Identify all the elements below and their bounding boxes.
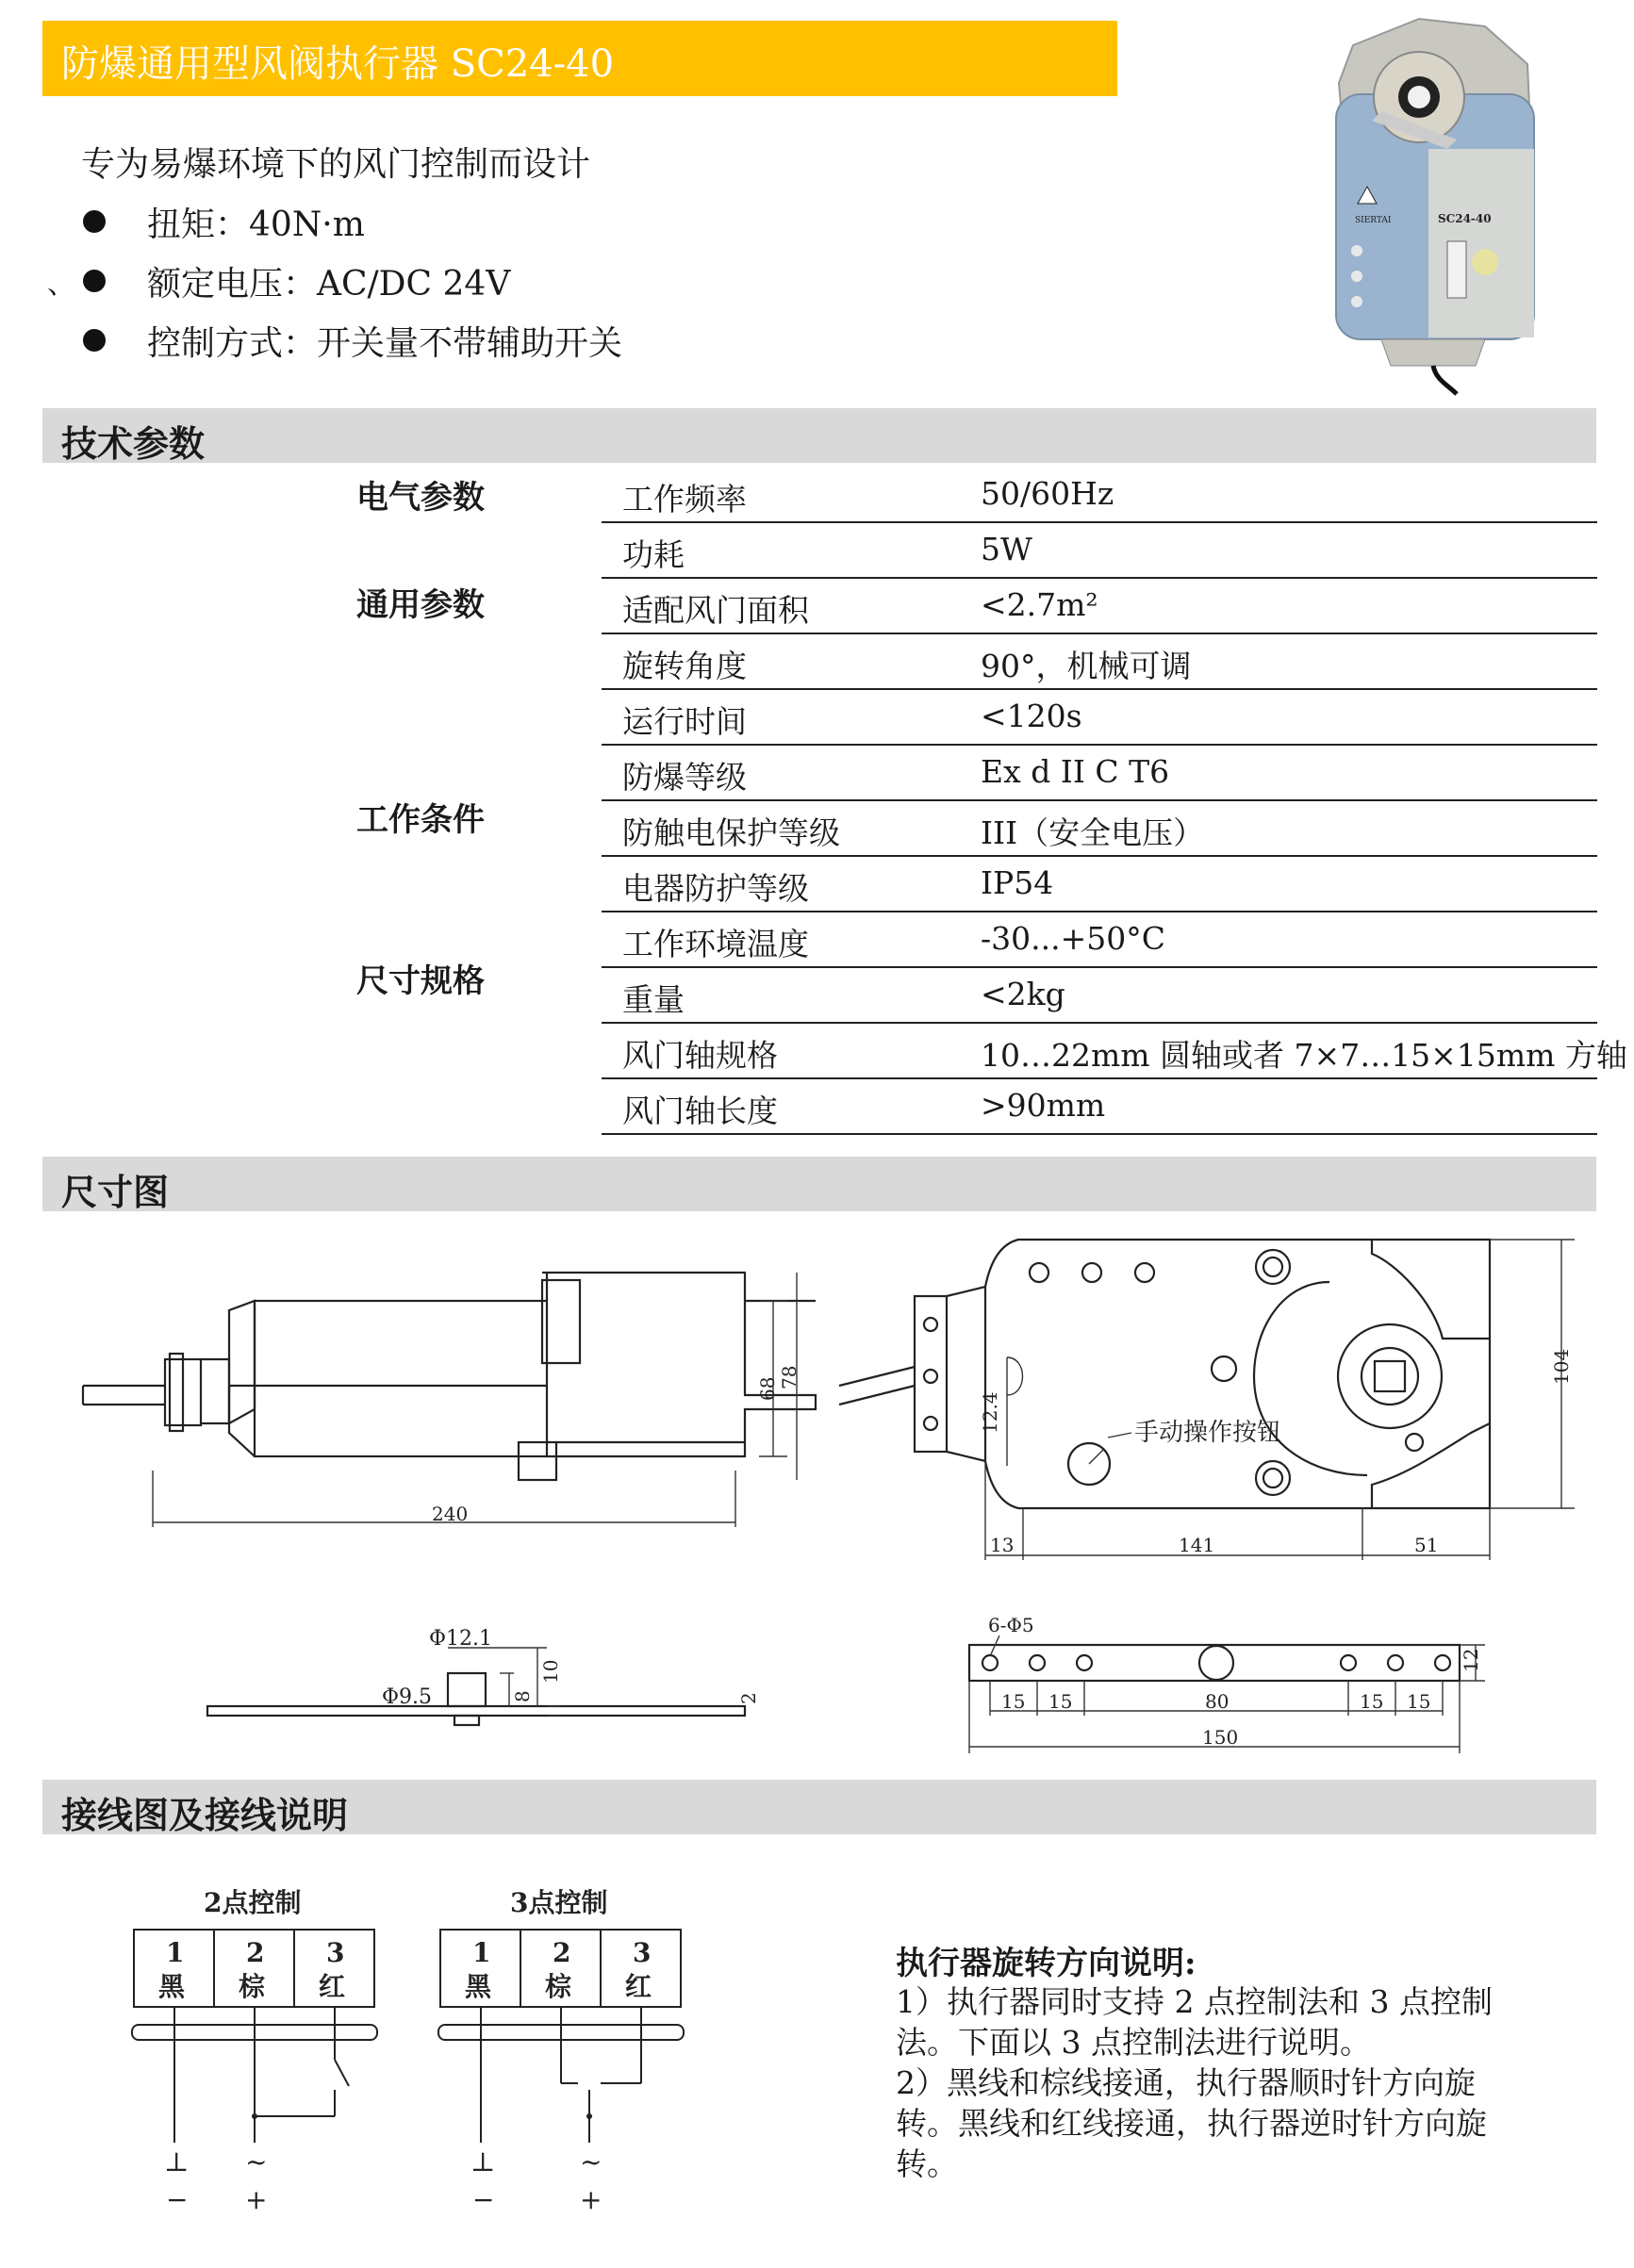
direction-note-line: 2）黑线和棕线接通，执行器顺时针方向旋 xyxy=(896,2064,1476,2101)
stray-mark: 、 xyxy=(47,268,75,301)
terminal-color: 红 xyxy=(319,1971,346,2002)
ground-symbol: ⊥ xyxy=(470,2146,496,2178)
wiring-diagram-3point xyxy=(429,1881,702,2220)
spec-value: >90mm xyxy=(981,1087,1106,1124)
spec-value: <120s xyxy=(981,698,1082,734)
dim-plate-total: 150 xyxy=(1202,1726,1239,1749)
section-bar-tech xyxy=(42,408,1596,463)
dim-bracket-t: 2 xyxy=(737,1692,760,1704)
terminal-number: 1 xyxy=(472,1937,491,1968)
wiring-3point-title: 3点控制 xyxy=(510,1887,608,1918)
terminal-number: 1 xyxy=(166,1937,185,1968)
plus-symbol: + xyxy=(245,2184,268,2215)
direction-notes-title: 执行器旋转方向说明: xyxy=(896,1945,1197,1982)
spec-name: 适配风门面积 xyxy=(622,592,809,629)
category-working-conditions: 工作条件 xyxy=(356,801,485,839)
dim-front-c: 51 xyxy=(1414,1534,1439,1556)
dim-plate-s2: 15 xyxy=(1048,1690,1073,1713)
ac-symbol: ~ xyxy=(245,2146,268,2178)
spec-name: 旋转角度 xyxy=(622,648,747,684)
spec-row xyxy=(602,468,1597,523)
bullet-control: 控制方式：开关量不带辅助开关 xyxy=(147,324,623,363)
dim-front-offset: 12.4 xyxy=(979,1391,1001,1434)
spec-value: Ex d II C T6 xyxy=(981,753,1170,790)
bullet-dot xyxy=(83,210,106,233)
terminal-color: 黑 xyxy=(465,1971,492,2002)
spec-name: 重量 xyxy=(622,981,685,1018)
section-bar-dims xyxy=(42,1157,1596,1211)
wiring-2point-title: 2点控制 xyxy=(204,1887,302,1918)
wiring-diagram-2point xyxy=(123,1881,396,2220)
direction-note-line: 转。黑线和红线接通，执行器逆时针方向旋 xyxy=(896,2105,1487,2142)
spec-row xyxy=(602,523,1597,579)
category-dimensions: 尺寸规格 xyxy=(356,962,485,1000)
plate-drawing xyxy=(943,1607,1490,1758)
side-view-drawing xyxy=(75,1254,820,1537)
spec-name: 功耗 xyxy=(622,536,685,573)
spec-value: <2.7m² xyxy=(981,586,1098,623)
spec-value: III（安全电压） xyxy=(981,814,1205,851)
category-general: 通用参数 xyxy=(356,586,485,624)
spec-value: 50/60Hz xyxy=(981,475,1114,512)
bullet-dot xyxy=(83,270,106,292)
spec-value: 90°，机械可调 xyxy=(981,648,1192,684)
category-electrical: 电气参数 xyxy=(356,479,485,517)
spec-row xyxy=(602,634,1597,690)
spec-name: 工作频率 xyxy=(622,481,747,518)
terminal-number: 2 xyxy=(246,1937,265,1968)
dim-bracket-d1: Φ12.1 xyxy=(429,1627,493,1651)
spec-name: 风门轴长度 xyxy=(622,1093,778,1129)
spec-row xyxy=(602,801,1597,857)
spec-row xyxy=(602,690,1597,746)
dim-plate-s1: 15 xyxy=(1001,1690,1026,1713)
minus-symbol: − xyxy=(472,2184,495,2215)
dim-front-a: 13 xyxy=(990,1534,1015,1556)
product-photo xyxy=(1315,8,1551,396)
section-title-wiring: 接线图及接线说明 xyxy=(61,1795,349,1836)
spec-value: 5W xyxy=(981,531,1032,567)
dim-plate-holes: 6-Φ5 xyxy=(988,1614,1034,1636)
section-title-tech: 技术参数 xyxy=(61,423,206,465)
spec-value: <2kg xyxy=(981,976,1065,1012)
bullet-torque: 扭矩：40N·m xyxy=(147,205,365,244)
spec-name: 防触电保护等级 xyxy=(622,814,840,851)
spec-name: 防爆等级 xyxy=(622,759,747,796)
dim-plate-h: 12 xyxy=(1460,1648,1482,1672)
bracket-drawing xyxy=(189,1621,760,1744)
direction-note-line: 1）执行器同时支持 2 点控制法和 3 点控制 xyxy=(896,1983,1493,2020)
terminal-color: 红 xyxy=(625,1971,652,2002)
section-title-dims: 尺寸图 xyxy=(61,1172,170,1213)
minus-symbol: − xyxy=(166,2184,189,2215)
spec-value: 10…22mm 圆轴或者 7×7…15×15mm 方轴 xyxy=(981,1037,1627,1074)
terminal-number: 3 xyxy=(326,1937,345,1968)
direction-note-line: 法。下面以 3 点控制法进行说明。 xyxy=(896,2024,1371,2061)
spec-name: 风门轴规格 xyxy=(622,1037,778,1074)
direction-note-line: 转。 xyxy=(896,2145,958,2182)
dim-bracket-h1: 10 xyxy=(539,1659,562,1684)
dim-front-height: 104 xyxy=(1550,1348,1573,1385)
plus-symbol: + xyxy=(580,2184,602,2215)
spec-name: 运行时间 xyxy=(622,703,747,740)
dim-side-h1: 68 xyxy=(756,1376,779,1401)
front-view-drawing xyxy=(830,1225,1584,1565)
manual-button-label: 手动操作按钮 xyxy=(1134,1419,1282,1447)
dim-plate-s4: 15 xyxy=(1407,1690,1431,1713)
bullet-dot xyxy=(83,329,106,352)
ac-symbol: ~ xyxy=(580,2146,602,2178)
terminal-color: 棕 xyxy=(545,1971,572,2002)
dim-plate-mid: 80 xyxy=(1205,1690,1230,1713)
spec-row xyxy=(602,746,1597,801)
spec-row xyxy=(602,968,1597,1024)
spec-row xyxy=(602,1079,1597,1135)
spec-table xyxy=(602,468,1627,1135)
product-model: SC24-40 xyxy=(1438,212,1492,225)
product-brand: SIERTAI xyxy=(1355,216,1392,225)
spec-value: IP54 xyxy=(981,864,1054,901)
spec-row xyxy=(602,912,1597,968)
ground-symbol: ⊥ xyxy=(164,2146,190,2178)
dim-plate-s3: 15 xyxy=(1360,1690,1384,1713)
dim-bracket-d2: Φ9.5 xyxy=(382,1685,433,1709)
spec-name: 电器防护等级 xyxy=(622,870,809,907)
spec-value: -30...+50°C xyxy=(981,920,1166,957)
bullet-voltage: 额定电压：AC/DC 24V xyxy=(147,265,511,304)
page-title: 防爆通用型风阀执行器 SC24-40 xyxy=(61,42,615,86)
dim-side-h2: 78 xyxy=(778,1365,800,1389)
spec-row xyxy=(602,579,1597,634)
terminal-color: 黑 xyxy=(158,1971,186,2002)
spec-row xyxy=(602,857,1597,912)
spec-name: 工作环境温度 xyxy=(622,926,809,962)
terminal-number: 2 xyxy=(553,1937,571,1968)
tagline: 专为易爆环境下的风门控制而设计 xyxy=(81,145,591,184)
terminal-color: 棕 xyxy=(239,1971,266,2002)
dim-front-b: 141 xyxy=(1179,1534,1215,1556)
dim-bracket-h2: 8 xyxy=(511,1690,534,1702)
terminal-number: 3 xyxy=(633,1937,652,1968)
dim-side-length: 240 xyxy=(432,1503,469,1525)
spec-row xyxy=(602,1024,1627,1079)
